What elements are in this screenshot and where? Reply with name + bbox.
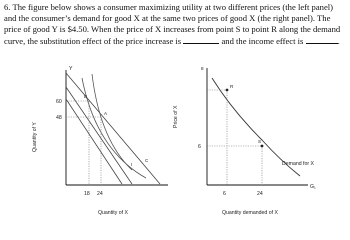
left-y-axis-label: Quantity of Y [32,122,38,152]
tick-60: 60 [56,99,62,105]
qty-tick-24: 24 [257,191,263,197]
point-s-label: S [258,139,262,144]
point-s [261,145,264,148]
tick-48: 48 [56,115,62,121]
budget-line-1 [66,73,160,184]
point-r-label: R [230,84,234,89]
right-y-axis-label: Price of X [173,105,179,128]
left-panel-graph [32,66,168,216]
g1-label: G₁ [310,184,316,190]
label-i: I [131,162,133,167]
label-c: C [145,158,149,163]
point-r [226,89,229,92]
tick-24: 24 [97,191,103,197]
demand-label: Demand for X [282,161,315,167]
indifference-curve-ii [82,78,146,178]
price-tick-6: 6 [198,144,201,150]
budget-line-3 [66,99,122,184]
right-panel-graph [173,66,316,216]
left-y-top-label: Y [69,66,73,72]
point-a-label: A [104,111,108,116]
point-b-label: B [84,94,88,99]
budget-line-2 [66,87,132,184]
question-part2: and the income effect is [221,36,304,46]
left-x-axis-label: Quantity of X [98,210,128,216]
right-x-axis-label: Quantity demanded of X [222,210,278,216]
question-part1: 6. The figure below shows a consumer maximizing utility at two different prices (the left panel) and the consumer’s demand for good X at the same two prices of good X (the right panel). The price of good Y is $4.50. When the price of X increases from point S to point R along the demand curve, the substitution effect of the price increase is [4,2,341,46]
indifference-curve-i [92,74,132,170]
qty-tick-6: 6 [223,191,226,197]
question-part3: . [337,36,340,46]
tick-18: 18 [84,191,90,197]
price-tick-top: 8 [201,66,204,71]
